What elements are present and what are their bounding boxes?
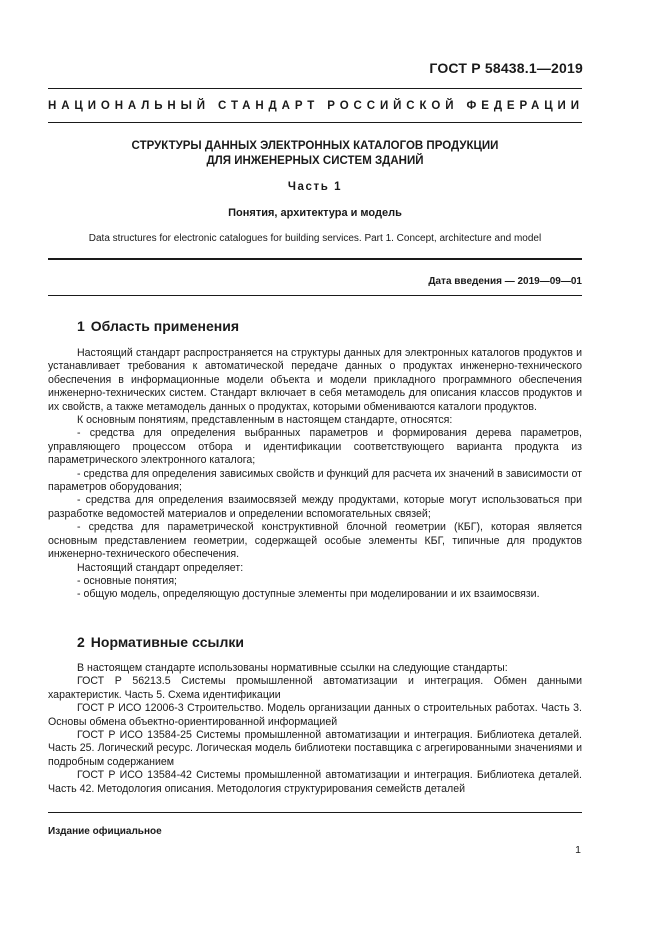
title-line-2: ДЛЯ ИНЖЕНЕРНЫХ СИСТЕМ ЗДАНИЙ <box>206 155 424 167</box>
official-edition-label: Издание официальное <box>48 826 162 837</box>
banner-divider <box>48 122 582 123</box>
section-2-title: Нормативные ссылки <box>90 634 244 650</box>
page-number: 1 <box>575 844 581 856</box>
list-item: - основные понятия; <box>77 574 177 587</box>
part-subtitle: Понятия, архитектура и модель <box>228 207 402 219</box>
section-1-body <box>48 347 582 602</box>
section-1-number: 1 <box>77 318 85 334</box>
list-item: - средства для определения взаимосвязей между продуктами, которые могут использоваться при разработке ведомостей материалов и определении вспомогательных связей; <box>48 494 582 520</box>
reference-item: ГОСТ Р ИСО 12006-3 Строительство. Модель организации данных о строительных работах. Часть 3. Основы обмена объектно-ориентированной информацией <box>48 702 582 728</box>
list-item: - средства для определения выбранных параметров и формирования дерева параметров, управляющего процессом отбора и идентификации соответствующего варианта продукта из параметрического электронного каталога; <box>48 427 582 467</box>
standard-number: ГОСТ Р 58438.1—2019 <box>429 60 583 76</box>
section-1-heading <box>77 318 245 334</box>
paragraph: В настоящем стандарте использованы нормативные ссылки на следующие стандарты: <box>77 662 508 674</box>
title-line-1: СТРУКТУРЫ ДАННЫХ ЭЛЕКТРОННЫХ КАТАЛОГОВ ПРОДУКЦИИ <box>131 140 499 152</box>
paragraph: Настоящий стандарт распространяется на структуры данных для электронных каталогов продуктов и устанавливает требования к автоматической передаче данных о продуктах инженерно-технического обеспечения в информационные модели объекта и модели прикладного программного обеспечения инженерно-технических систем. Стандарт включает в себя метамодель для описания классов продуктов и их свойств, а также метамодель данных о продуктах, которыми обмениваются каталоги продуктов. <box>48 347 582 413</box>
list-item: - общую модель, определяющую доступные элементы при моделировании и их взаимосвязи. <box>77 588 540 601</box>
document-title <box>48 139 582 169</box>
introduction-date: Дата введения — 2019—09—01 <box>428 276 582 287</box>
english-title: Data structures for electronic catalogues for building services. Part 1. Concept, architecture and model <box>88 233 542 244</box>
paragraph: Настоящий стандарт определяет: <box>77 561 244 574</box>
part-label: Часть 1 <box>287 181 343 193</box>
title-divider <box>48 258 582 260</box>
section-1-title: Область применения <box>90 318 240 334</box>
section-2-heading <box>77 634 250 650</box>
section-2-number: 2 <box>77 634 85 650</box>
footer-divider <box>48 812 582 813</box>
list-item: - средства для определения зависимых свойств и функций для расчета их значений в зависимости от параметров оборудования; <box>48 467 582 494</box>
national-standard-banner: НАЦИОНАЛЬНЫЙ СТАНДАРТ РОССИЙСКОЙ ФЕДЕРАЦИИ <box>48 100 584 112</box>
top-divider <box>48 88 582 89</box>
paragraph: К основным понятиям, представленным в настоящем стандарте, относятся: <box>77 414 453 427</box>
list-item: - средства для параметрической конструктивной блочной геометрии (КБГ), которая является основным представлением геометрии, содержащей особые элементы КБГ, типичные для продуктов инженерно-технического обеспечения. <box>48 521 582 561</box>
date-divider <box>48 295 582 296</box>
reference-item: ГОСТ Р ИСО 13584-42 Системы промышленной автоматизации и интеграция. Библиотека деталей. Часть 42. Методология описания. Методология структурирования семейств деталей <box>48 769 582 795</box>
reference-item: ГОСТ Р 56213.5 Системы промышленной автоматизации и интеграция. Обмен данными характеристик. Часть 5. Схема идентификации <box>48 675 582 701</box>
reference-item: ГОСТ Р ИСО 13584-25 Системы промышленной автоматизации и интеграция. Библиотека деталей. Часть 25. Логический ресурс. Логическая модель библиотеки поставщика с агрегированными значениями и подробным содержанием <box>48 729 582 768</box>
section-2-body <box>48 662 582 796</box>
